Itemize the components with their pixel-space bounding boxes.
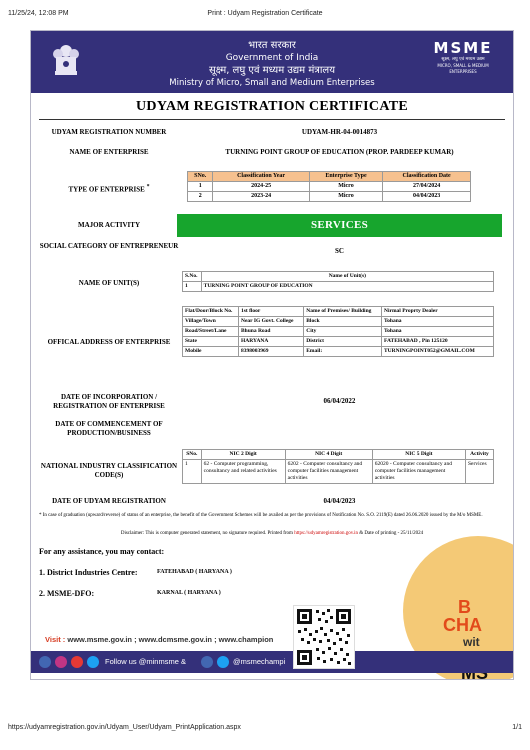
table-cell: 62020 - Computer consultancy and computer facilities management activities [372, 460, 465, 484]
table-cell: 2024-25 [213, 182, 309, 192]
enterprise-type-star: * [146, 184, 150, 190]
classification-header: Classification Date [383, 172, 471, 182]
units-header-row [183, 272, 494, 282]
table-row [183, 317, 494, 327]
table-row [183, 347, 494, 357]
social-category-label: SOCIAL CATEGORY OF ENTREPRENEUR [39, 242, 179, 250]
classification-table [187, 171, 471, 202]
address-label: OFFICAL ADDRESS OF ENTERPRISE [47, 338, 171, 346]
table-cell: TURNING POINT GROUP OF EDUCATION [201, 282, 493, 292]
units-label: NAME OF UNIT(S) [78, 279, 140, 287]
table-cell: Micro [309, 192, 383, 202]
table-row [183, 460, 494, 484]
table-cell: Name of Premises/ Building [304, 307, 382, 317]
print-page: 1/1 [512, 724, 522, 731]
promo-line: wit [463, 635, 480, 649]
visit-sites[interactable]: www.msme.gov.in ; www.dcmsme.gov.in ; www.champion [67, 635, 274, 644]
table-cell: 2023-24 [213, 192, 309, 202]
disclaimer-link[interactable]: https://udyamregistration.gov.in [294, 531, 359, 536]
assistance-heading: For any assistance, you may contact: [39, 547, 165, 556]
nic-header: NIC 2 Digit [201, 450, 285, 460]
visit-line [45, 635, 273, 644]
enterprise-name-label: NAME OF ENTERPRISE [69, 148, 149, 156]
print-url: https://udyamregistration.gov.in/Udyam_User/Udyam_PrintApplication.aspx [8, 724, 241, 731]
table-cell: Near IG Govt. College [238, 317, 303, 327]
msme-logo-text: MSME [433, 39, 493, 57]
major-activity-label: MAJOR ACTIVITY [77, 221, 141, 229]
print-datetime: 11/25/24, 12:08 PM [8, 10, 69, 17]
graduation-note: * In case of graduation (upward/reverse) of status of an enterprise, the benefit of the Government Schemes will be availed as per the provisions of Notification No. S.O. 2119(E) dated 26.06.2020 issued by the M/o MSME. [39, 513, 483, 518]
certificate-title: UDYAM REGISTRATION CERTIFICATE [136, 99, 408, 114]
table-cell: 04/04/2023 [383, 192, 471, 202]
promo-line: CHA [443, 615, 482, 635]
table-cell: 6202 - Computer consultancy and computer facilities management activities [285, 460, 372, 484]
gov-heading [91, 39, 453, 89]
instagram-icon[interactable] [55, 656, 67, 668]
dfo-value: KARNAL ( HARYANA ) [157, 590, 221, 596]
table-cell: Nirmal Proprty Dealer [382, 307, 494, 317]
udyam-date-value: 04/04/2023 [323, 497, 356, 505]
disclaimer [39, 531, 505, 536]
table-row [188, 182, 471, 192]
classification-header: SNo. [188, 172, 213, 182]
table-row [183, 327, 494, 337]
social-bar [31, 651, 513, 673]
reg-number-value: UDYAM-HR-04-0014873 [301, 128, 378, 136]
units-header: S.No. [183, 272, 202, 282]
promo-line: B [458, 597, 471, 617]
qr-code [293, 605, 355, 669]
table-cell: Block [304, 317, 382, 327]
units-table [182, 271, 494, 292]
table-row [183, 307, 494, 317]
gov-english: Government of India [225, 53, 319, 63]
nic-header: NIC 4 Digit [285, 450, 372, 460]
table-cell: 1st floor [238, 307, 303, 317]
facebook-icon[interactable] [39, 656, 51, 668]
incorporation-value: 06/04/2022 [323, 397, 356, 405]
disclaimer-suffix: & Date of printing - 25/11/2024 [359, 531, 424, 536]
table-cell: FATEHABAD , Pin 125120 [382, 337, 494, 347]
print-footer [8, 724, 522, 736]
youtube-icon[interactable] [71, 656, 83, 668]
table-cell: 27/04/2024 [383, 182, 471, 192]
champions-handle: @msmechampi [233, 657, 286, 666]
table-cell: 8398003969 [238, 347, 303, 357]
certificate [30, 30, 514, 680]
nic-header: Activity [466, 450, 494, 460]
print-title: Print : Udyam Registration Certificate [207, 10, 323, 17]
disclaimer-text: Disclaimer: This is computer generated statement, no signature required. Printed from [120, 531, 293, 536]
major-activity-value: SERVICES [177, 214, 502, 237]
table-cell: Tohana [382, 317, 494, 327]
gov-banner [31, 31, 513, 93]
national-emblem-icon [51, 37, 81, 85]
units-header: Name of Unit(s) [201, 272, 493, 282]
table-row [183, 282, 494, 292]
nic-header: NIC 5 Digit [372, 450, 465, 460]
ministry-hindi: सूक्ष्म, लघु एवं मध्यम उद्यम मंत्रालय [209, 65, 335, 76]
table-cell: 1 [188, 182, 213, 192]
table-cell: Mobile [183, 347, 239, 357]
dfo-label: 2. MSME-DFO: [39, 589, 95, 598]
udyam-date-label: DATE OF UDYAM REGISTRATION [52, 497, 166, 505]
table-cell: State [183, 337, 239, 347]
gov-hindi: भारत सरकार [248, 40, 296, 51]
table-cell: 1 [183, 282, 202, 292]
table-cell: Bhuna Road [238, 327, 303, 337]
title-divider [39, 119, 505, 120]
nic-header-row [183, 450, 494, 460]
table-cell: District [304, 337, 382, 347]
table-cell: Micro [309, 182, 383, 192]
enterprise-type-label-text: TYPE OF ENTERPRISE [68, 185, 145, 194]
table-cell: Services [466, 460, 494, 484]
table-cell: HARYANA [238, 337, 303, 347]
social-category-value: SC [335, 247, 344, 255]
dic-value: FATEHABAD ( HARYANA ) [157, 569, 232, 575]
table-cell: Village/Town [183, 317, 239, 327]
msme-logo [425, 39, 501, 75]
table-row [183, 337, 494, 347]
nic-header: SNo. [183, 450, 202, 460]
address-table [182, 306, 494, 357]
table-cell: TURNINGPOINT052@GMAIL.COM [382, 347, 494, 357]
enterprise-type-label [39, 183, 179, 194]
nic-label: NATIONAL INDUSTRY CLASSIFICATION CODE(S) [40, 462, 178, 479]
commencement-label: DATE OF COMMENCEMENT OF PRODUCTION/BUSINESS [55, 420, 163, 437]
enterprise-name-value: TURNING POINT GROUP OF EDUCATION (PROP. PARDEEP KUMAR) [225, 148, 454, 156]
classification-header-row [188, 172, 471, 182]
table-cell: 2 [188, 192, 213, 202]
msme-logo-sub: MICRO, SMALL & MEDIUM ENTERPRISES [437, 63, 489, 74]
facebook-icon[interactable] [201, 656, 213, 668]
table-row [188, 192, 471, 202]
table-cell: Tohana [382, 327, 494, 337]
table-cell: City [304, 327, 382, 337]
print-header [8, 10, 522, 22]
table-cell: Email: [304, 347, 382, 357]
twitter-icon[interactable] [217, 656, 229, 668]
reg-number-label: UDYAM REGISTRATION NUMBER [51, 128, 167, 136]
table-cell: 62 - Computer programming, consultancy and related activities [201, 460, 285, 484]
follow-text: Follow us @minmsme & [105, 657, 186, 666]
msme-logo-hindi: सूक्ष्म, लघु एवं मध्यम उद्यम [441, 57, 485, 62]
table-cell: Flat/Door/Block No. [183, 307, 239, 317]
twitter-icon[interactable] [87, 656, 99, 668]
classification-header: Classification Year [213, 172, 309, 182]
ministry-english: Ministry of Micro, Small and Medium Enterprises [169, 78, 375, 88]
table-cell: 1 [183, 460, 202, 484]
visit-label: Visit : [45, 635, 66, 644]
classification-header: Enterprise Type [309, 172, 383, 182]
incorporation-label: DATE OF INCORPORATION / REGISTRATION OF ENTERPRISE [53, 393, 165, 410]
table-cell: Road/Street/Lane [183, 327, 239, 337]
nic-table [182, 449, 494, 484]
dic-label: 1. District Industries Centre: [39, 568, 138, 577]
